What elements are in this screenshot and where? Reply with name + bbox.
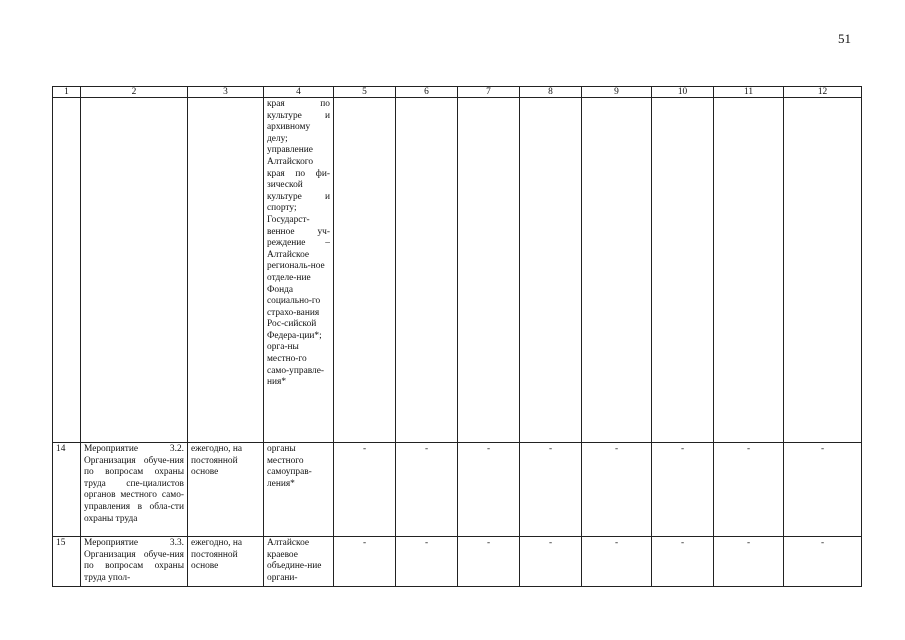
value-cell: -	[652, 537, 714, 587]
table-row	[53, 443, 862, 537]
column-header: 2	[81, 87, 188, 98]
period-cell: ежегодно, на постоянной основе	[188, 537, 264, 587]
value-cell: -	[334, 443, 396, 537]
row-number: 15	[53, 537, 81, 587]
value-cell	[784, 98, 862, 443]
value-cell	[582, 98, 652, 443]
table-row	[53, 98, 862, 443]
value-cell: -	[520, 537, 582, 587]
value-cell	[458, 98, 520, 443]
row-number: 14	[53, 443, 81, 537]
column-header: 1	[53, 87, 81, 98]
value-cell: -	[458, 443, 520, 537]
column-header: 5	[334, 87, 396, 98]
value-cell	[334, 98, 396, 443]
column-header: 4	[264, 87, 334, 98]
value-cell: -	[784, 443, 862, 537]
value-cell: -	[396, 443, 458, 537]
table-row	[53, 537, 862, 587]
value-cell: -	[458, 537, 520, 587]
value-cell	[714, 98, 784, 443]
column-header: 10	[652, 87, 714, 98]
header-row	[53, 87, 862, 98]
period-cell	[188, 98, 264, 443]
value-cell: -	[396, 537, 458, 587]
value-cell	[652, 98, 714, 443]
value-cell: -	[520, 443, 582, 537]
value-cell: -	[582, 537, 652, 587]
column-header: 11	[714, 87, 784, 98]
period-cell: ежегодно, на постоянной основе	[188, 443, 264, 537]
value-cell: -	[784, 537, 862, 587]
column-header: 9	[582, 87, 652, 98]
value-cell	[396, 98, 458, 443]
executor-cell: края по культуре и архивному делу; управление Алтайского края по фи-зической культуре и спорту; Государст-венное уч-реждение – Алтайское региональ-ное отделе-ние Фонда социально-го страхо-вания Рос-сийской Федера-ции*; орга-ны местно-го само-управле-ния*	[264, 98, 334, 443]
row-number	[53, 98, 81, 443]
value-cell: -	[714, 443, 784, 537]
column-header: 6	[396, 87, 458, 98]
value-cell: -	[582, 443, 652, 537]
column-header: 12	[784, 87, 862, 98]
event-cell	[81, 98, 188, 443]
event-cell: Мероприятие 3.3. Организация обуче-ния по вопросам охраны труда упол-	[81, 537, 188, 587]
column-header: 8	[520, 87, 582, 98]
executor-cell: органы местного самоупрaв-ления*	[264, 443, 334, 537]
page-number: 51	[838, 31, 851, 46]
value-cell	[520, 98, 582, 443]
value-cell: -	[714, 537, 784, 587]
value-cell: -	[334, 537, 396, 587]
program-table	[52, 86, 862, 587]
column-header: 3	[188, 87, 264, 98]
event-cell: Мероприятие 3.2. Организация обуче-ния по вопросам охраны труда спе-циалистов органов местного само-управления в обла-сти охраны труда	[81, 443, 188, 537]
executor-cell: Алтайское краевое объедине-ние органи-	[264, 537, 334, 587]
column-header: 7	[458, 87, 520, 98]
page-bottom-margin	[0, 598, 905, 640]
value-cell: -	[652, 443, 714, 537]
